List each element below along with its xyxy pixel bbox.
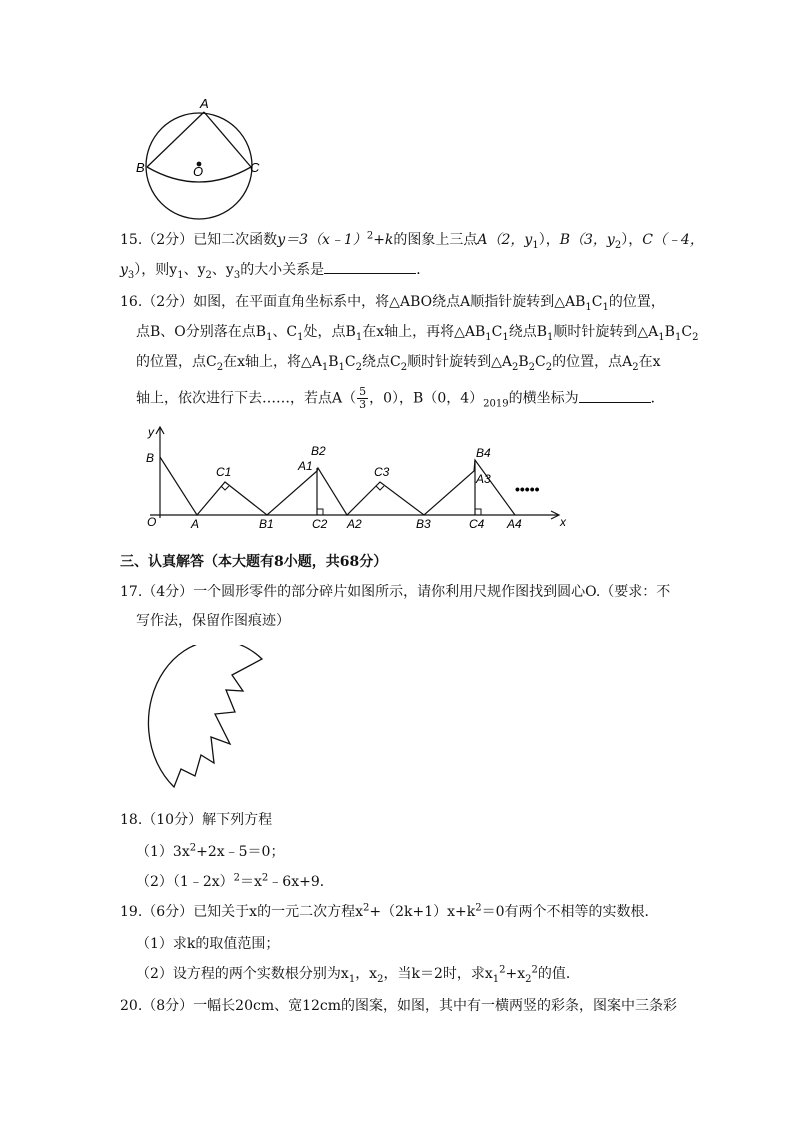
q15-l2c: 、y — [183, 262, 206, 278]
q15-l2d: 、y — [211, 262, 234, 278]
q18-line1 — [120, 810, 680, 830]
fig-label-o: O — [147, 515, 157, 529]
q19-p2e: 的值． — [537, 966, 580, 982]
q16-sub-2019: 2019 — [483, 398, 509, 410]
q15-answer-blank[interactable] — [324, 259, 416, 274]
q16-l3g: B — [518, 354, 529, 370]
circle-figure — [130, 94, 270, 220]
fig-ellipsis: ••••• — [515, 481, 540, 497]
q20-number: 20. — [120, 998, 143, 1014]
fig-label-c1: C1 — [216, 465, 232, 479]
q16-l3: 的位置，点C — [136, 354, 217, 370]
fig-label-y: y — [148, 425, 154, 439]
q17-number: 17. — [120, 584, 143, 600]
q15-point-b: B（3，y — [559, 232, 615, 248]
q15-l2e: 的大小关系是 — [240, 262, 325, 278]
q16-l3i: 的位置，点A — [552, 354, 633, 370]
section-3-heading: 三、认真解答（本大题有8小题，共68分） — [120, 554, 388, 570]
label-c: C — [250, 160, 260, 175]
q18-part2: $(2)(1﹣2x)^2=x^2﹣6x+9$． — [136, 872, 334, 890]
q18-p2: （2）（1﹣2x） — [136, 874, 234, 890]
q18-number: 18. — [120, 812, 143, 828]
q18-p1b: +2x﹣5＝0； — [196, 844, 285, 860]
q16-line1: 16.（2分）如图，在平面直角坐标系中，将△ABO绕点A顺指针旋转到$\triangle AB_1C_1$的位置， — [120, 294, 665, 313]
label-o: O — [193, 164, 204, 179]
q15-y3: y — [120, 262, 128, 278]
frac-num: 5 — [359, 385, 367, 398]
q19-l1c: ＝0有两个不相等的实数根． — [481, 904, 659, 920]
q16-line2: 点B、O分别落在点$B_1$、$C_1$处，点$B_1$在x轴上，再将$\triangle AB_1C_1$绕点$B_1$顺时针旋转到$\triangle A_1B_1C_2$ — [136, 324, 699, 343]
q17-l1: 一个圆形零件的部分碎片如图所示，请你利用尺规作图找到圆心O.（要求：不 — [193, 584, 671, 600]
q18-score: （10分） — [142, 812, 203, 828]
q20-line1 — [120, 996, 680, 1016]
q19-p2c: ，当k＝2时，求x — [383, 966, 493, 982]
q16-l2c: 处，点B — [303, 324, 356, 340]
q19-number: 19. — [120, 904, 143, 920]
fig-label-x: x — [560, 515, 566, 529]
right-angle-c4 — [475, 509, 481, 515]
q16-l3f: 顺时针旋转到△A — [407, 354, 512, 370]
zigzag-path — [160, 457, 515, 515]
right-angle-c1 — [221, 486, 229, 490]
q19-line1: 19.（6分）已知关于x的一元二次方程$x^2+(2k+1)x+k^2=0$有两个不相等的实数根． — [120, 902, 659, 920]
label-b: B — [136, 160, 145, 175]
fig-label-a3: A3 — [476, 472, 491, 486]
q17-line1 — [120, 582, 680, 602]
right-angle-c2 — [317, 509, 323, 515]
fig-label-b3: B3 — [416, 517, 431, 531]
q15-line1: 15.（2分）已知二次函数y＝3（x﹣1）$^2$+k的图象上三点A（2，$y_1$），B（3，$y_2$），C（﹣4， — [120, 230, 704, 251]
chord-ac — [204, 112, 251, 167]
q16-l2h: B — [664, 324, 675, 340]
q15-func: y＝3（x﹣1） — [277, 232, 367, 248]
q16-l2f: 绕点B — [508, 324, 548, 340]
fig-label-a1: A1 — [298, 459, 313, 473]
fig-label-b1: B1 — [259, 517, 274, 531]
q19-p2d: +x — [505, 966, 526, 982]
q20-score: （8分） — [142, 998, 194, 1014]
q16-answer-blank[interactable] — [579, 388, 651, 403]
q15-line2: $y_3$），则$y_1$、$y_2$、$y_3$的大小关系是 ． — [120, 259, 680, 280]
q20-text: 一幅长20cm、宽12cm的图案，如图，其中有一横两竖的彩条，图案中三条彩 — [193, 998, 678, 1014]
q19-part2: （2）设方程的两个实数根分别为$x_1$，$x_2$，当k＝2时，求$x_1^2+x_2^2$的值． — [136, 964, 580, 985]
zigzag-figure — [140, 424, 580, 536]
q16-line4 — [136, 386, 696, 411]
q15-end: ． — [416, 262, 431, 278]
q16-line3: 的位置，点$C_2$在x轴上，将$\triangle A_1B_1C_2$绕点$C_2$顺时针旋转到$\triangle A_2B_2C_2$的位置，点$A_2$在x — [136, 354, 661, 373]
q19-l1: 已知关于x的一元二次方程x — [193, 904, 363, 920]
fig-label-a: A — [191, 517, 200, 531]
fig-label-b: B — [146, 451, 155, 465]
q16-l3c: B — [328, 354, 339, 370]
q16-l2g: 顺时针旋转到△A — [553, 324, 659, 340]
q16-end: ． — [650, 390, 665, 407]
fig-label-a2: A2 — [347, 517, 362, 531]
q16-l3h: C — [535, 354, 546, 370]
fig-label-c3: C3 — [374, 465, 390, 479]
q19-part1 — [136, 934, 696, 954]
q17-l2: 写作法，保留作图痕迹） — [136, 613, 290, 629]
q16-l4: 轴上，依次进行下去……，若点A（ — [136, 390, 357, 407]
q15-point-c: C（﹣4， — [642, 232, 704, 248]
q15-point-a: A（2，y — [477, 232, 533, 248]
q17-score: （4分） — [142, 584, 194, 600]
fragment-outline — [148, 645, 262, 787]
q17-line2 — [136, 611, 696, 631]
label-a: A — [200, 96, 209, 111]
q19-score: （6分） — [142, 904, 194, 920]
fig-label-b4: B4 — [476, 446, 491, 460]
q19-l1b: +（2k+1）x+k — [369, 904, 476, 920]
q15-func-b: +k — [373, 232, 394, 248]
q16-number: 16. — [120, 294, 143, 310]
q16-l4d: 的横坐标为 — [508, 390, 579, 407]
q16-l3d: C — [344, 354, 356, 370]
q16-l1b: C — [591, 294, 603, 310]
frac-den: 3 — [359, 398, 367, 411]
q15-text2: 的图象上三点 — [393, 232, 478, 248]
q16-l3e: 绕点C — [362, 354, 401, 370]
q19-p2b: ，x — [355, 966, 378, 982]
q16-l2d: 在x轴上，再将△AB — [362, 324, 486, 340]
q15-score: （2分） — [142, 232, 194, 248]
q18-p1: （1）3x — [136, 844, 190, 860]
q16-l2i: C — [681, 324, 693, 340]
q16-l2b: 、C — [272, 324, 298, 340]
q18-p2b: ＝x — [240, 874, 262, 890]
q16-l2e: C — [491, 324, 503, 340]
q15-number: 15. — [120, 232, 143, 248]
chord-ab — [147, 112, 204, 167]
q18-text: 解下列方程 — [202, 812, 273, 828]
q19-p2: （2）设方程的两个实数根分别为x — [136, 966, 349, 982]
q16-l1: 如图，在平面直角坐标系中，将△ABO绕点A顺指针旋转到△AB — [193, 294, 586, 310]
circle-fragment-figure — [132, 645, 272, 797]
q18-p2c: ﹣6x+9． — [268, 874, 334, 890]
q16-l3j: 在x — [638, 354, 661, 370]
q16-l4b: ，0），B（0，4） — [369, 390, 484, 407]
fig-label-c4: C4 — [469, 517, 485, 531]
right-angle-c3 — [376, 486, 384, 490]
q16-l1c: 的位置， — [608, 294, 665, 310]
q16-l2: 点B、O分别落在点B — [136, 324, 267, 340]
q19-p1: （1）求k的取值范围； — [136, 936, 280, 952]
q15-l2b: ），则y — [134, 262, 178, 278]
q15-text: 已知二次函数 — [193, 232, 278, 248]
q16-score: （2分） — [142, 294, 194, 310]
fig-label-a4: A4 — [507, 517, 522, 531]
q16-l3b: 在x轴上，将△A — [223, 354, 322, 370]
q16-fraction — [357, 386, 368, 411]
fig-label-c2: C2 — [312, 517, 328, 531]
fig-label-b2: B2 — [311, 444, 326, 458]
q18-part1: $(1)3x^2+2x﹣5=0$； — [136, 842, 285, 860]
